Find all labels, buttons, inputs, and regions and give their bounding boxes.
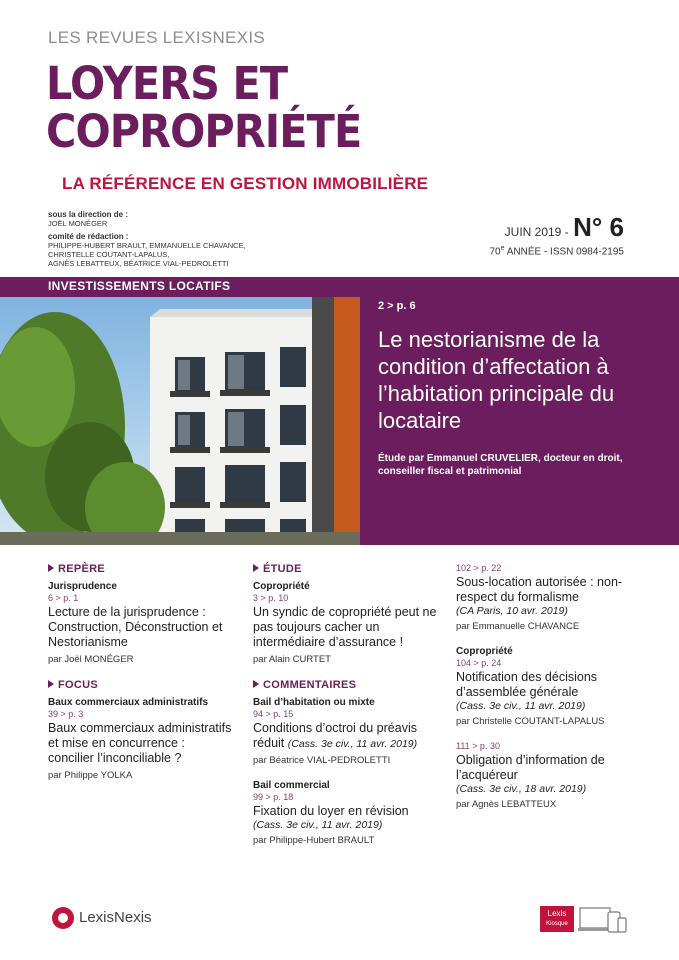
issue-info	[489, 212, 624, 257]
triangle-icon	[253, 680, 259, 688]
article-obligation	[456, 741, 641, 810]
article-headline: Obligation d’information de l’acquéreur	[456, 753, 605, 782]
article-ref: 102 > p. 22	[456, 563, 502, 573]
lexis-kiosque-badge: Lexis Kiosque	[540, 906, 574, 932]
article-citation: (Cass. 3e civ., 11 avr. 2019)	[287, 738, 418, 750]
article-ref: 111 > p. 30	[456, 741, 500, 751]
article-repere	[48, 581, 233, 665]
article-ref: 94 > p. 15	[253, 709, 294, 719]
article-headline: Sous-location autorisée : non-respect du formalisme	[456, 575, 623, 604]
triangle-icon	[253, 564, 259, 572]
article-comment-1	[253, 697, 438, 766]
article-notification	[456, 646, 641, 727]
article-headline: Baux commerciaux administratifs et mise en concurrence : concilier l’inconciliable ?	[48, 721, 232, 765]
committee-line-3: AGNÈS LEBATTEUX, BÉATRICE VIAL-PEDROLETTI	[48, 259, 229, 268]
article-ref: 104 > p. 24	[456, 658, 502, 668]
lexisnexis-logo-icon	[52, 907, 74, 929]
article-category: Jurisprudence	[48, 581, 117, 592]
feature-ref: 2 > p. 6	[378, 300, 416, 312]
article-author: par Philippe-Hubert BRAULT	[253, 835, 375, 846]
issue-year-issn: 70e ANNÉE - ISSN 0984-2195	[489, 245, 624, 258]
article-citation: (Cass. 3e civ., 11 avr. 2019)	[253, 819, 383, 831]
article-author: par Joël MONÉGER	[48, 654, 134, 665]
column-3	[456, 563, 641, 824]
series-name: LES REVUES LEXISNEXIS	[48, 28, 265, 47]
article-etude	[253, 581, 438, 665]
committee-line-2: CHRISTELLE COUTANT-LAPALUS,	[48, 250, 170, 259]
section-commentaires: COMMENTAIRES	[253, 679, 438, 691]
direction-label: sous la direction de :	[48, 210, 129, 219]
article-sous-location	[456, 563, 641, 632]
triangle-icon	[48, 564, 54, 572]
director-name: JOËL MONÉGER	[48, 219, 108, 228]
article-focus	[48, 697, 233, 781]
article-category: Copropriété	[253, 581, 310, 592]
article-headline: Notification des décisions d’assemblée générale	[456, 670, 598, 699]
feature-title: Le nestorianisme de la condition d’affectation à l’habitation principale du locataire	[378, 327, 615, 433]
section-repere: REPÈRE	[48, 563, 233, 575]
article-author: par Philippe YOLKA	[48, 770, 133, 781]
committee-label: comité de rédaction :	[48, 232, 129, 241]
journal-title	[46, 57, 362, 158]
article-headline: Un syndic de copropriété peut ne pas toujours cacher un intermédiaire d’assurance !	[253, 605, 437, 649]
article-ref: 6 > p. 1	[48, 593, 79, 603]
section-focus: FOCUS	[48, 679, 233, 691]
article-author: par Emmanuelle CHAVANCE	[456, 621, 580, 632]
article-category: Bail d’habitation ou mixte	[253, 697, 375, 708]
article-author: par Agnès LEBATTEUX	[456, 799, 557, 810]
article-author: par Christelle COUTANT-LAPALUS	[456, 716, 605, 727]
cover-photo	[0, 297, 360, 545]
article-comment-2	[253, 780, 438, 846]
column-2	[253, 563, 438, 860]
article-author: par Alain CURTET	[253, 654, 331, 665]
triangle-icon	[48, 680, 54, 688]
article-headline: Conditions d’octroi du préavis réduit (Cass. 3e civ., 11 avr. 2019)	[253, 721, 418, 750]
article-headline: Fixation du loyer en révision	[253, 804, 409, 818]
article-headline: Lecture de la jurisprudence : Construction, Déconstruction et Nestorianisme	[48, 605, 223, 649]
article-ref: 3 > p. 10	[253, 593, 289, 603]
article-citation: (Cass. 3e civ., 18 avr. 2019)	[456, 783, 587, 795]
editorial-board	[48, 210, 246, 268]
devices-icon	[578, 906, 628, 939]
article-author: par Béatrice VIAL-PEDROLETTI	[253, 755, 391, 766]
lexisnexis-logo: LexisNexis	[52, 907, 152, 929]
article-ref: 99 > p. 18	[253, 792, 294, 802]
tagline: LA RÉFÉRENCE EN GESTION IMMOBILIÈRE	[62, 174, 429, 193]
article-citation: (CA Paris, 10 avr. 2019)	[456, 605, 568, 617]
article-citation: (Cass. 3e civ., 11 avr. 2019)	[456, 700, 586, 712]
issue-date: JUIN 2019 -	[504, 225, 569, 239]
title-line-1: LOYERS ET	[46, 57, 288, 110]
section-etude: ÉTUDE	[253, 563, 438, 575]
feature-author: Étude par Emmanuel CRUVELIER, docteur en droit, conseiller fiscal et patrimonial	[378, 453, 623, 477]
committee-line-1: PHILIPPE-HUBERT BRAULT, EMMANUELLE CHAVANCE,	[48, 241, 246, 250]
title-line-2: COPROPRIÉTÉ	[46, 105, 362, 158]
band-label: INVESTISSEMENTS LOCATIFS	[48, 279, 231, 293]
column-1	[48, 563, 233, 795]
article-category: Copropriété	[456, 646, 513, 657]
article-ref: 39 > p. 3	[48, 709, 84, 719]
article-category: Bail commercial	[253, 780, 330, 791]
issue-number: N° 6	[573, 212, 624, 242]
article-category: Baux commerciaux administratifs	[48, 697, 209, 708]
